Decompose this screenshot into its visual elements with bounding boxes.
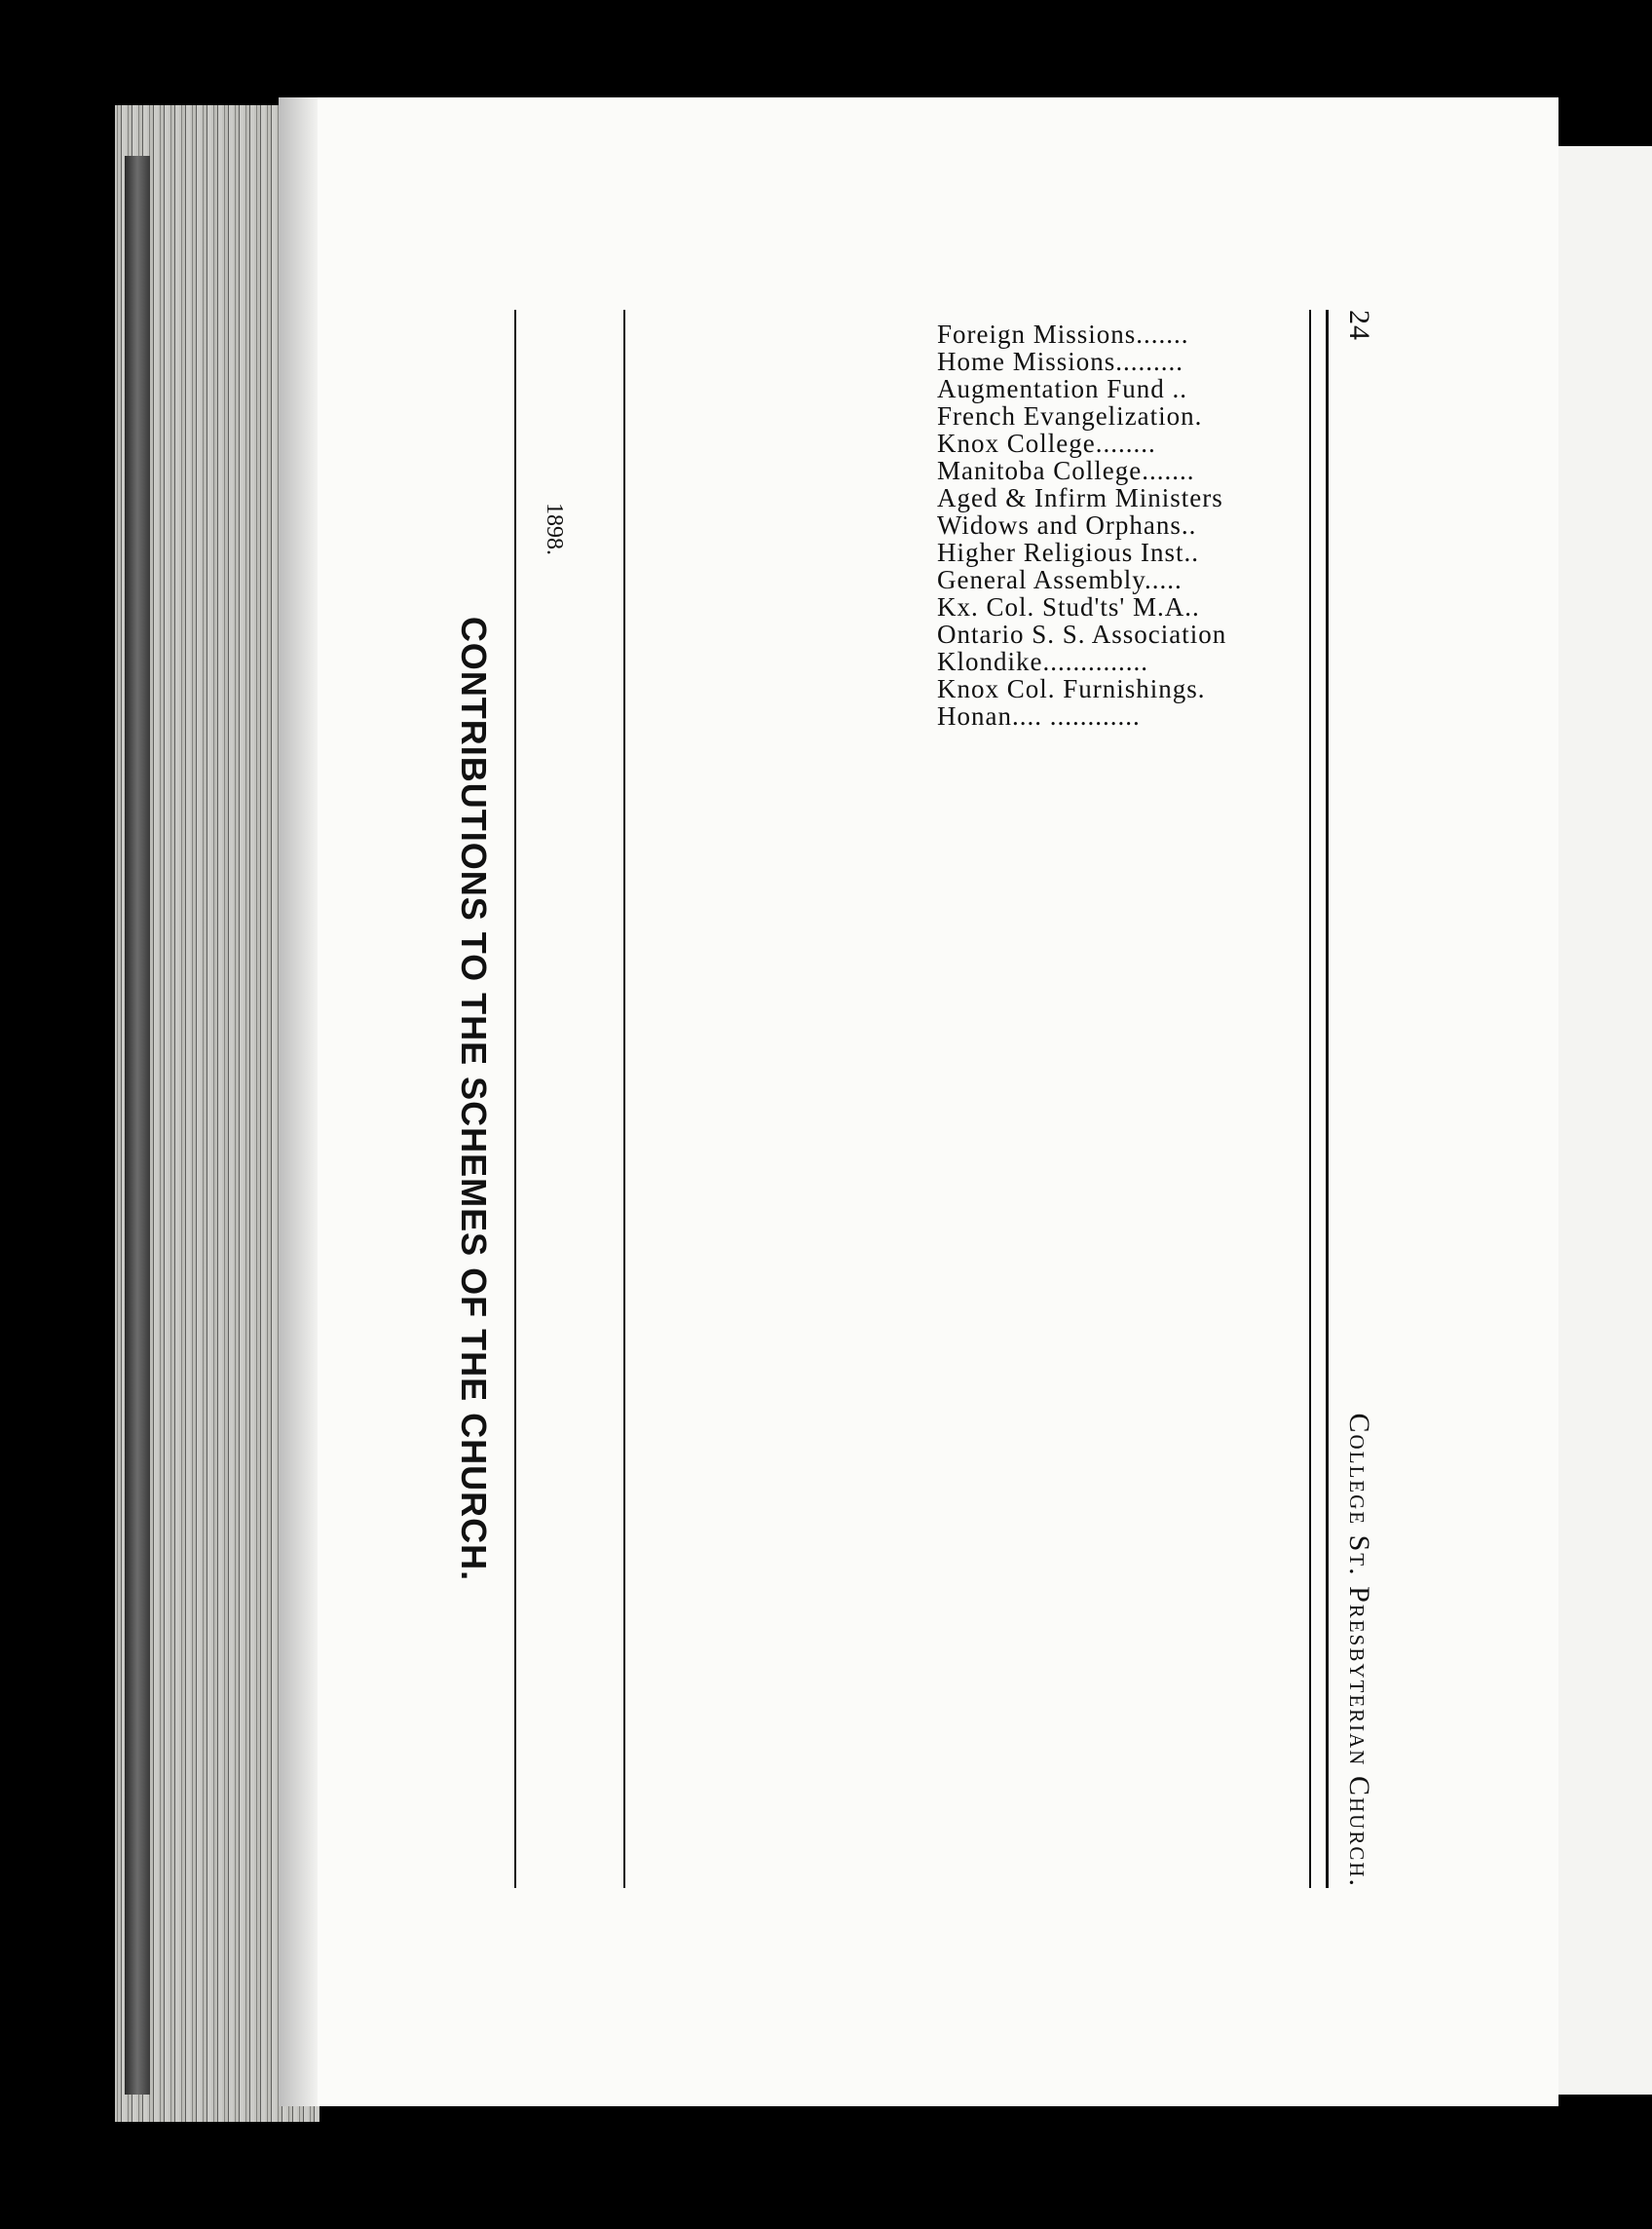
row-label: Ontario S. S. Association [937,620,1227,649]
row-label: Home Missions......... [937,347,1184,376]
row-label: Klondike.............. [937,647,1148,676]
adjacent-page-strip [1558,146,1652,2095]
row-label: Honan.... ............ [937,701,1141,731]
row-label: Kx. Col. Stud'ts' M.A.. [937,592,1200,622]
rotated-page-content [401,310,1375,1888]
row-label: Knox Col. Furnishings. [937,674,1206,703]
row-label: French Evangelization. [937,401,1203,431]
table-title: CONTRIBUTIONS TO THE SCHEMES OF THE CHURCH. [454,616,494,1582]
page-number: 24 [1343,310,1375,341]
page-gutter-shadow [279,97,318,2106]
row-label: Manitoba College....... [937,456,1195,485]
row-label: Widows and Orphans.. [937,510,1197,540]
row-label: General Assembly..... [937,565,1183,594]
row-label: Aged & Infirm Ministers [937,483,1223,512]
year-header: 1898. [542,503,567,555]
contributions-table [508,310,1307,1888]
table-top-rule [1309,310,1311,1888]
row-label: Foreign Missions....... [937,320,1189,349]
row-label: Knox College........ [937,429,1156,458]
book-binding-shadow [125,156,150,2095]
table-header-rule [623,310,625,1888]
table-bottom-rule [514,310,516,1888]
row-label: Higher Religious Inst.. [937,538,1199,567]
running-head: College St. Presbyterian Church. [1343,1413,1375,1888]
row-label: Augmentation Fund .. [937,374,1187,403]
